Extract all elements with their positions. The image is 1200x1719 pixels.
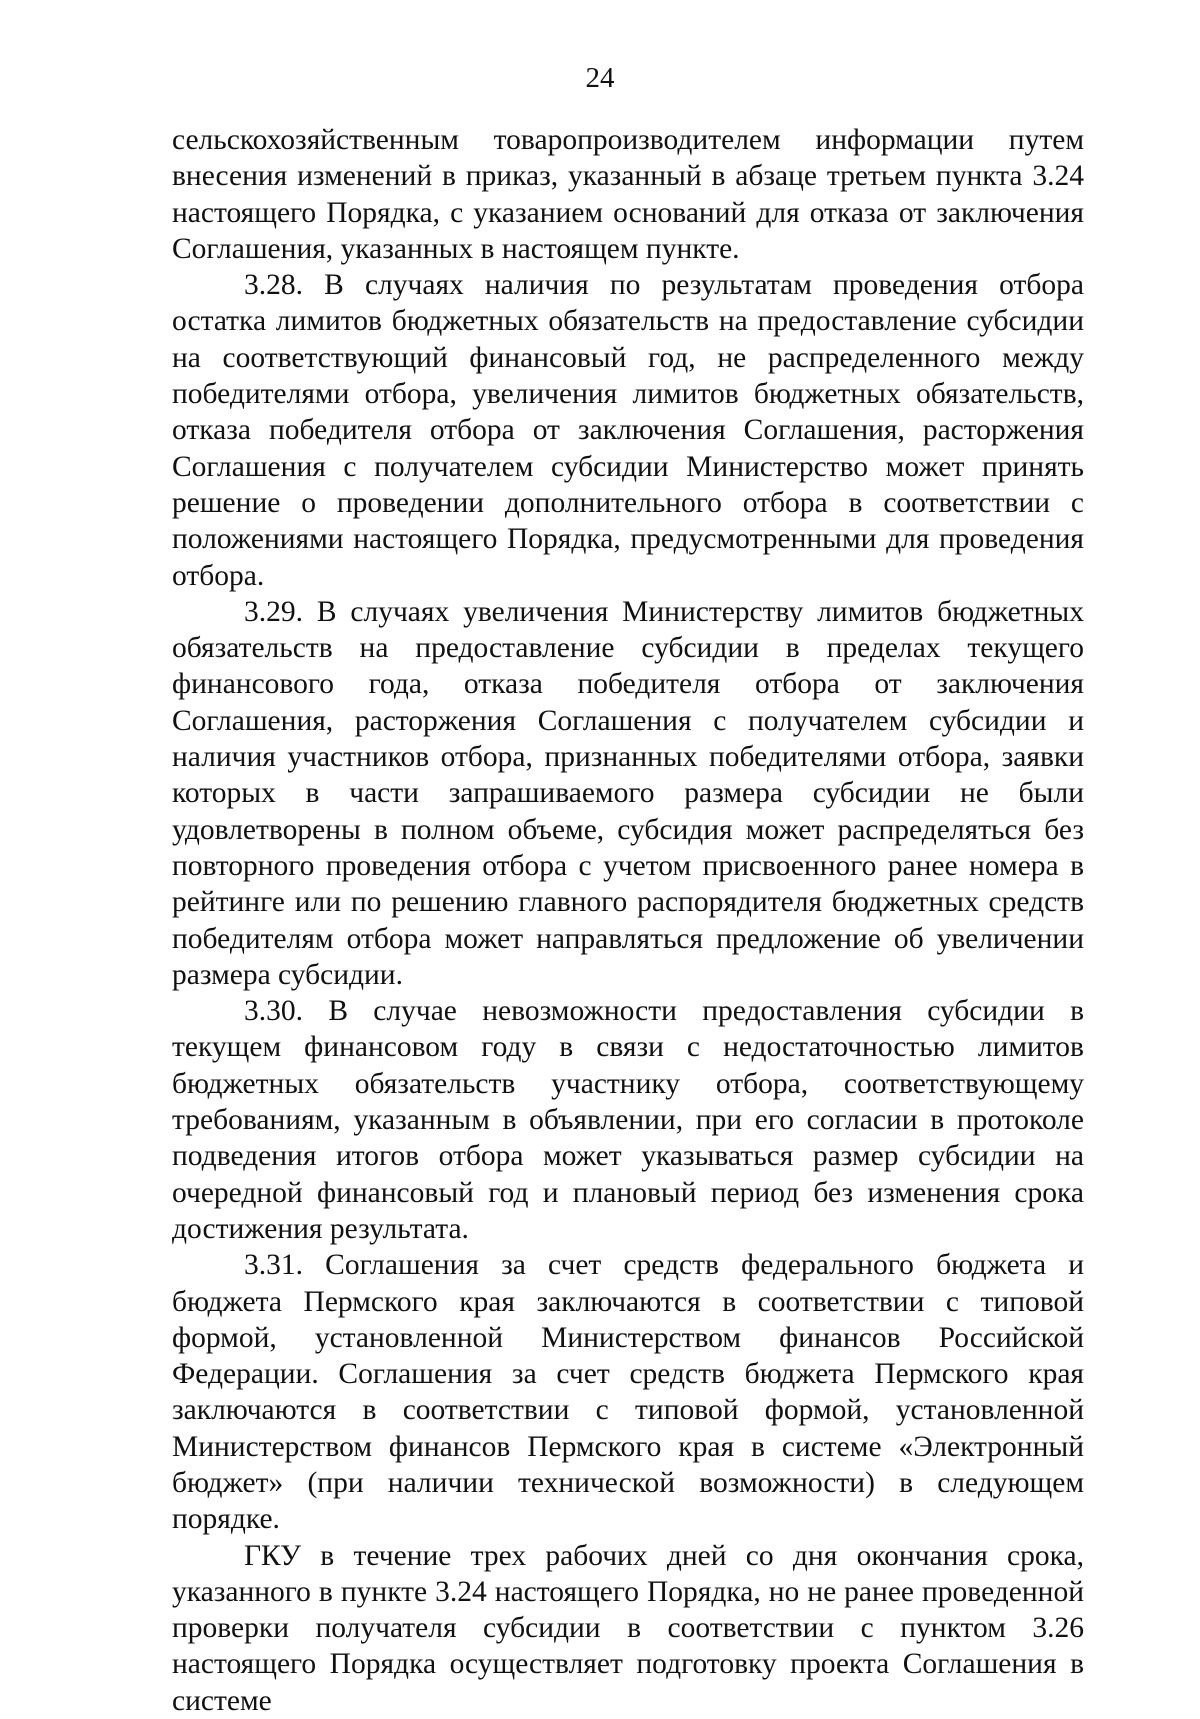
- paragraph-3-28: 3.28. В случаях наличия по результатам проведения отбора остатка лимитов бюджетных обязательств на предоставление субсидии на соответствующий финансовый год, не распределенного между победителями отбора, увеличения лимитов бюджетных обязательств, отказа победителя отбора от заключения Соглашения, расторжения Соглашения с получателем субсидии Министерство может принять решение о проведении дополнительного отбора в соответствии с положениями настоящего Порядка, предусмотренными для проведения отбора.: [172, 269, 1084, 592]
- paragraph-3-31: 3.31. Соглашения за счет средств федерального бюджета и бюджета Пермского края заключаются в соответствии с типовой формой, установленной Министерством финансов Российской Федерации. Соглашения за счет средств бюджета Пермского края заключаются в соответствии с типовой формой, установленной Министерством финансов Пермского края в системе «Электронный бюджет» (при наличии технической возможности) в следующем порядке.: [172, 1249, 1084, 1536]
- paragraph-continuation: сельскохозяйственным товаропроизводителем информации путем внесения изменений в приказ, указанный в абзаце третьем пункта 3.24 настоящего Порядка, с указанием оснований для отказа от заключения Соглашения, указанных в настоящем пункте.: [172, 124, 1084, 265]
- paragraph-3-30: 3.30. В случае невозможности предоставления субсидии в текущем финансовом году в связи с недостаточностью лимитов бюджетных обязательств участнику отбора, соответствующему требованиям, указанным в объявлении, при его согласии в протоколе подведения итогов отбора может указываться размер субсидии на очередной финансовый год и плановый период без изменения срока достижения результата.: [172, 995, 1084, 1245]
- paragraph-gku: ГКУ в течение трех рабочих дней со дня окончания срока, указанного в пункте 3.24 настоящего Порядка, но не ранее проведенной проверки получателя субсидии в соответствии с пунктом 3.26 настоящего Порядка осуществляет подготовку проекта Соглашения в системе: [172, 1539, 1084, 1717]
- page-number: 24: [585, 62, 615, 94]
- document-body: [172, 122, 1084, 1719]
- paragraph-3-29: 3.29. В случаях увеличения Министерству лимитов бюджетных обязательств на предоставление субсидии в пределах текущего финансового года, отказа победителя отбора от заключения Соглашения, расторжения Соглашения с получателем субсидии и наличия участников отбора, признанных победителями отбора, заявки которых в части запрашиваемого размера субсидии не были удовлетворены в полном объеме, субсидия может распределяться без повторного проведения отбора с учетом присвоенного ранее номера в рейтинге или по решению главного распорядителя бюджетных средств победителям отбора может направляться предложение об увеличении размера субсидии.: [172, 595, 1084, 991]
